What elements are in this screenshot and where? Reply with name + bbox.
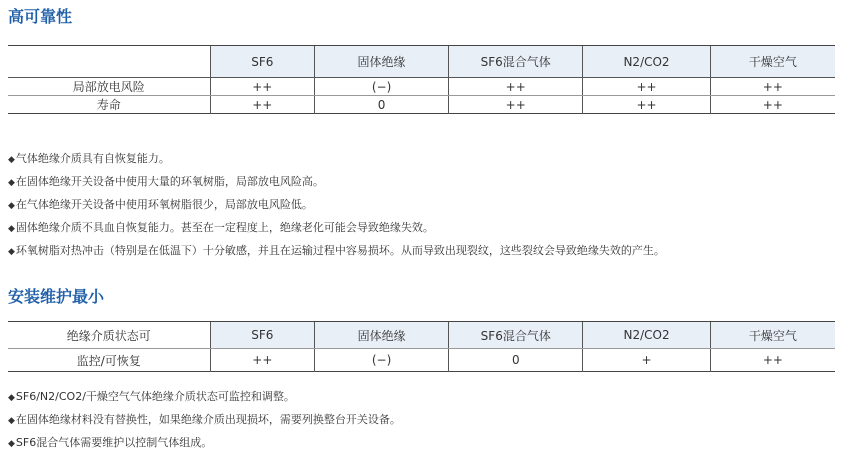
diamond-bullet-icon: ◆ (8, 178, 15, 188)
note-text: 在固体绝缘材料没有替换性，如果绝缘介质出现损坏，需要列换整台开关设备。 (15, 413, 401, 426)
table-cell: ++ (710, 96, 835, 114)
table-header-cell: SF6混合气体 (449, 46, 583, 78)
list-item (8, 386, 401, 409)
table-header-row (8, 46, 835, 78)
note-text: SF6/N2/CO2/干燥空气气体绝缘介质状态可监控和调整。 (15, 390, 295, 403)
table-cell: ++ (210, 349, 314, 372)
table-header-cell (8, 46, 210, 78)
table-header-cell: N2/CO2 (583, 46, 710, 78)
diamond-bullet-icon: ◆ (8, 393, 15, 403)
maintenance-table (8, 321, 835, 372)
note-text: 固体绝缘介质不具血自恢复能力。甚至在一定程度上，绝缘老化可能会导致绝缘失效。 (15, 221, 434, 234)
list-item (8, 240, 665, 263)
table-row (8, 349, 835, 372)
diamond-bullet-icon: ◆ (8, 201, 15, 211)
table-cell: + (583, 349, 710, 372)
table-header-cell: 干燥空气 (710, 322, 835, 349)
table-cell: 0 (314, 96, 448, 114)
table-cell: (−) (314, 78, 448, 96)
section-title-reliability: 高可靠性 (8, 7, 73, 26)
list-item (8, 148, 665, 171)
note-text: 在固体绝缘开关设备中使用大量的环氧树脂，局部放电风险高。 (15, 175, 324, 188)
table-cell: ++ (710, 78, 835, 96)
table-cell: ++ (583, 78, 710, 96)
section-title-maintenance: 安装维护最小 (8, 287, 105, 306)
note-text: SF6混合气体需要维护以控制气体组成。 (15, 436, 213, 449)
reliability-table (8, 45, 835, 114)
list-item (8, 217, 665, 240)
diamond-bullet-icon: ◆ (8, 155, 15, 165)
table-header-cell: 固体绝缘 (315, 322, 449, 349)
diamond-bullet-icon: ◆ (8, 247, 15, 257)
note-text: 在气体绝缘开关设备中使用环氧树脂很少，局部放电风险低。 (15, 198, 313, 211)
table-header-cell: 固体绝缘 (314, 46, 448, 78)
table-header-cell: 干燥空气 (710, 46, 835, 78)
row-label-line1: 绝缘介质状态可 (8, 322, 210, 349)
list-item (8, 194, 665, 217)
diamond-bullet-icon: ◆ (8, 224, 15, 234)
table-header-cell: SF6混合气体 (449, 322, 583, 349)
note-text: 环氧树脂对热冲击（特别是在低温下）十分敏感，并且在运输过程中容易损坏。从而导致出现裂纹，这些裂纹会导致绝缘失效的产生。 (15, 244, 665, 257)
table-cell: ++ (710, 349, 835, 372)
list-item (8, 171, 665, 194)
table-header-cell: SF6 (210, 46, 314, 78)
reliability-notes (8, 148, 665, 263)
row-label-line2: 监控/可恢复 (76, 353, 141, 368)
table-cell: (−) (315, 349, 449, 372)
table-cell: ++ (210, 96, 314, 114)
table-header-cell: SF6 (210, 322, 314, 349)
row-label: 寿命 (96, 98, 121, 112)
diamond-bullet-icon: ◆ (8, 416, 15, 426)
table-row (8, 78, 835, 96)
maintenance-notes (8, 386, 401, 455)
diamond-bullet-icon: ◆ (8, 439, 15, 449)
table-cell: ++ (583, 96, 710, 114)
table-header-row (8, 322, 835, 349)
row-label: 局部放电风险 (8, 78, 210, 96)
list-item (8, 409, 401, 432)
table-cell: ++ (449, 96, 583, 114)
note-text: 气体绝缘介质具有自恢复能力。 (15, 152, 170, 165)
table-header-cell: N2/CO2 (583, 322, 710, 349)
table-row (8, 96, 835, 114)
table-cell: 0 (449, 349, 583, 372)
table-cell: ++ (210, 78, 314, 96)
list-item (8, 432, 401, 455)
table-cell: ++ (449, 78, 583, 96)
